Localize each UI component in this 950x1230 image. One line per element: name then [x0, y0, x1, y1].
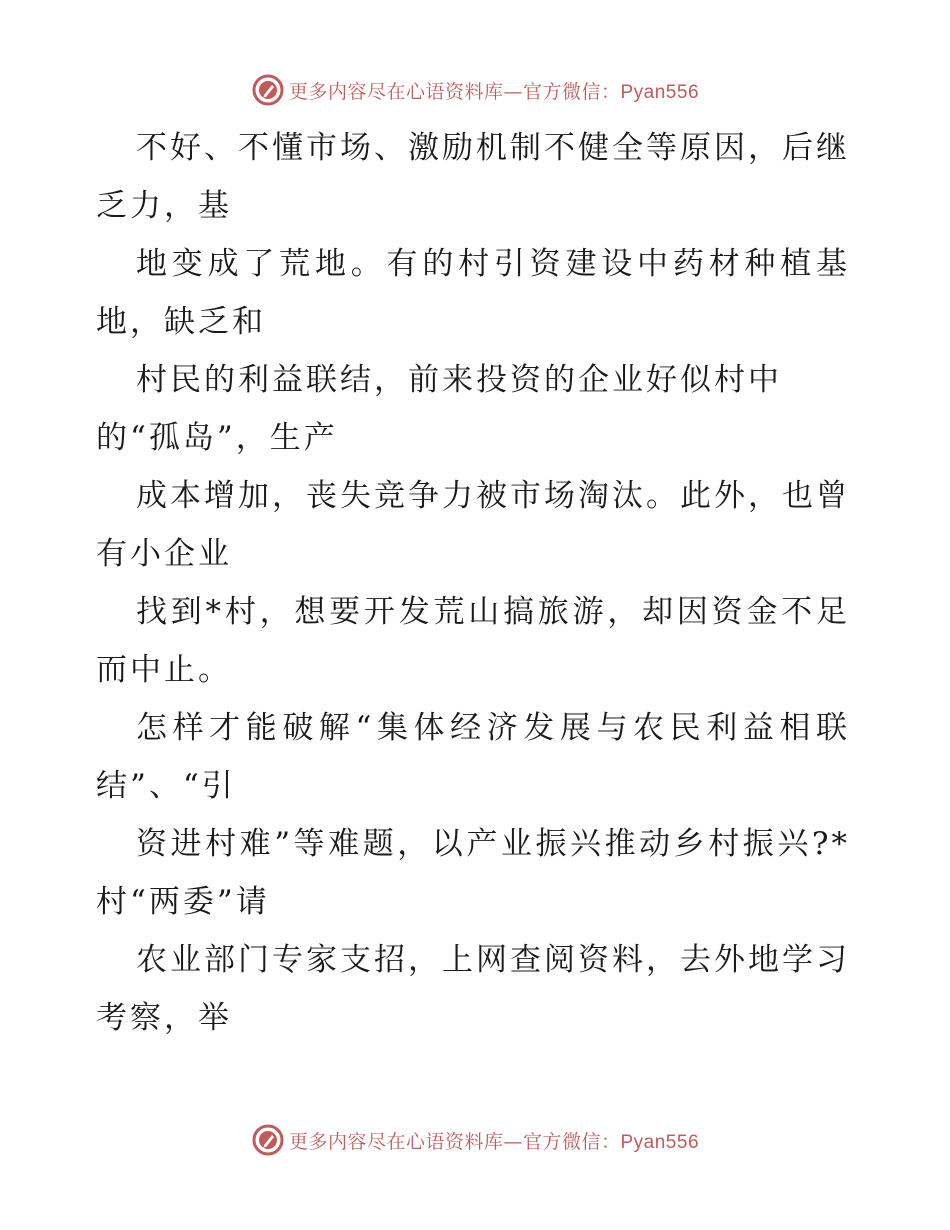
- paragraph-line: 地，缺乏和: [96, 304, 266, 340]
- paragraph: [0, 467, 950, 583]
- paragraph-line: 村“两委”请: [96, 884, 270, 920]
- paragraph-line: 怎样才能破解“集体经济发展与农民利益相联: [136, 710, 850, 746]
- header-watermark: [0, 70, 950, 110]
- paragraph-line: 找到*村，想要开发荒山搞旅游，却因资金不足: [136, 594, 850, 630]
- paragraph-line: 农业部门专家支招，上网查阅资料，去外地学习: [136, 942, 850, 978]
- paragraph-line: 地变成了荒地。有的村引资建设中药材种植基: [136, 246, 850, 282]
- paragraph-line: 考察，举: [96, 1000, 232, 1036]
- paragraph: [0, 931, 950, 1047]
- paragraph-line: 有小企业: [96, 536, 232, 572]
- document-body: [0, 119, 950, 1047]
- paragraph-line: 结”、“引: [96, 768, 236, 804]
- paragraph: [0, 351, 950, 467]
- paragraph-line: 的“孤岛”，生产: [96, 420, 338, 456]
- wechat-id: Pyan556: [620, 81, 700, 103]
- paragraph: [0, 583, 950, 699]
- watermark-text: 更多内容尽在心语资料库—官方微信：Pyan556: [288, 80, 700, 103]
- watermark-text: 更多内容尽在心语资料库—官方微信：Pyan556: [288, 1130, 700, 1153]
- pen-nib-logo-icon: [251, 1123, 285, 1157]
- paragraph: [0, 815, 950, 931]
- pen-nib-logo-icon: [251, 73, 285, 107]
- paragraph: [0, 699, 950, 815]
- paragraph-line: 资进村难”等难题，以产业振兴推动乡村振兴?*: [136, 826, 850, 862]
- paragraph: [0, 235, 950, 351]
- paragraph-line: 成本增加，丧失竞争力被市场淘汰。此外，也曾: [136, 478, 850, 514]
- paragraph-line: 乏力，基: [96, 188, 232, 224]
- footer-watermark: [0, 1120, 950, 1160]
- paragraph-line: 村民的利益联结，前来投资的企业好似村中: [136, 362, 782, 398]
- wechat-id: Pyan556: [620, 1131, 700, 1153]
- paragraph-line: 不好、不懂市场、激励机制不健全等原因，后继: [136, 130, 850, 166]
- paragraph: [0, 119, 950, 235]
- paragraph-line: 而中止。: [96, 652, 232, 688]
